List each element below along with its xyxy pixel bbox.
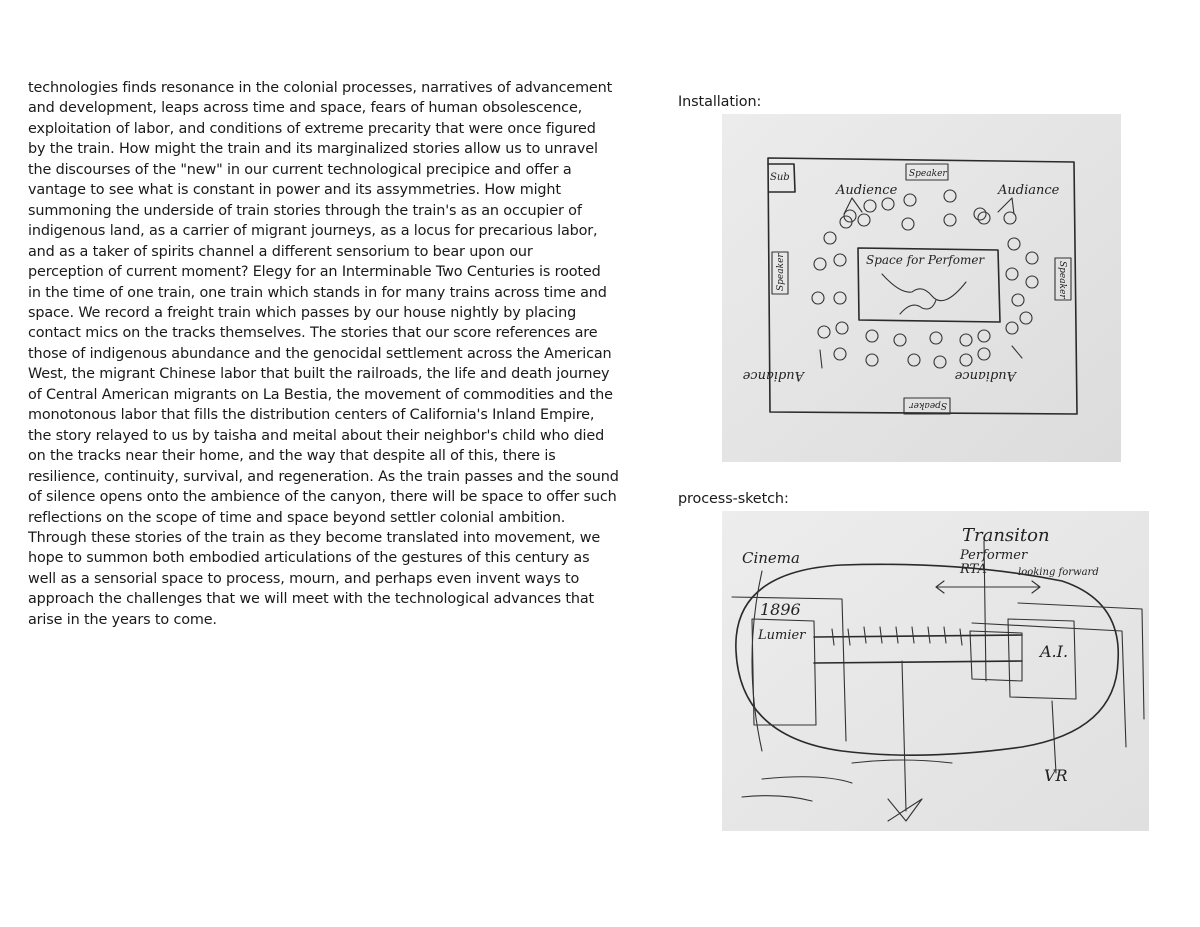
body-text-line: well as a sensorial space to process, mourn, and perhaps even invent ways to [28, 570, 580, 587]
audience-bl-label: Audiance [742, 368, 804, 383]
body-text-line: vantage to see what is constant in power and its assymmetries. How might [28, 182, 561, 199]
body-text-line: and as a taker of spirits channel a different sensorium to bear upon our [28, 243, 533, 260]
body-text-line: the story relayed to us by taisha and meital about their neighbor's child who died [28, 427, 605, 444]
performer-label: Space for Perfomer [866, 253, 985, 267]
body-text-line: those of indigenous abundance and the genocidal settlement across the American [28, 345, 612, 362]
installation-sketch-image [722, 114, 1121, 462]
body-text-line: perception of current moment? Elegy for an Interminable Two Centuries is rooted [28, 264, 601, 281]
body-text-line: by the train. How might the train and its marginalized stories allow us to unravel [28, 141, 598, 158]
audience-br-label: Audiance [954, 368, 1016, 383]
sub-label: Sub [770, 172, 790, 183]
process-caption: process-sketch: [678, 491, 789, 507]
performer-label-2: Performer [960, 548, 1028, 563]
body-text-line: technologies finds resonance in the colonial processes, narratives of advancement [28, 80, 613, 96]
speaker-bottom-label: Speaker [909, 400, 947, 410]
body-text [28, 78, 619, 630]
body-text-line: in the time of one train, one train which stands in for many trains across time and [28, 284, 607, 301]
lumiere-label: Lumier [758, 628, 806, 643]
body-text-line: space. We record a freight train which passes by our house nightly by placing [28, 304, 577, 321]
body-text-line: West, the migrant Chinese labor that built the railroads, the life and death journey [28, 366, 610, 383]
body-text-line: resilience, continuity, survival, and regeneration. As the train passes and the sound [28, 468, 619, 485]
cinema-label: Cinema [742, 549, 800, 567]
body-text-line: hope to summon both embodied articulations of the gestures of this century as [28, 550, 590, 567]
body-text-line: on the tracks near their home, and the way that despite all of this, there is [28, 448, 556, 465]
audience-tl-label: Audience [836, 183, 898, 198]
body-text-line: exploitation of labor, and conditions of extreme precarity that were once figured [28, 120, 596, 137]
audience-tr-label: Audiance [998, 183, 1060, 198]
body-text-line: and development, leaps across time and space, fears of human obsolescence, [28, 100, 583, 117]
body-text-line: Through these stories of the train as they become translated into movement, we [28, 529, 601, 546]
body-text-line: contact mics on the tracks themselves. The stories that our score references are [28, 325, 598, 342]
body-text-line: arise in the years to come. [28, 611, 217, 628]
looking-forward-label: looking forward [1018, 567, 1099, 578]
body-text-line: monotonous labor that fills the distribution centers of California's Inland Empire, [28, 407, 595, 424]
year-label: 1896 [760, 600, 801, 619]
transition-label: Transiton [962, 525, 1050, 546]
body-text-line: reflections on the scope of time and space beyond settler colonial ambition. [28, 509, 566, 526]
body-text-line: of silence opens onto the ambience of the canyon, there will be space to offer such [28, 489, 617, 506]
ai-label: A.I. [1040, 642, 1069, 661]
speaker-right-label: Speaker [1057, 261, 1067, 299]
installation-caption: Installation: [678, 94, 762, 110]
body-text-line: approach the challenges that we will meet with the technological advances that [28, 591, 595, 608]
vr-label: VR [1044, 766, 1068, 785]
process-sketch-image [722, 511, 1149, 831]
body-text-line: the discourses of the "new" in our current technological precipice and offer a [28, 161, 572, 178]
rta-label: RTA [960, 562, 987, 577]
body-text-line: of Central American migrants on La Bestia, the movement of commodities and the [28, 386, 613, 403]
body-text-line: summoning the underside of train stories through the train's as an occupier of [28, 202, 582, 219]
speaker-top-label: Speaker [909, 169, 947, 179]
body-text-line: indigenous land, as a carrier of migrant journeys, as a locus for precarious labor, [28, 223, 598, 240]
speaker-left-label: Speaker [776, 253, 786, 291]
